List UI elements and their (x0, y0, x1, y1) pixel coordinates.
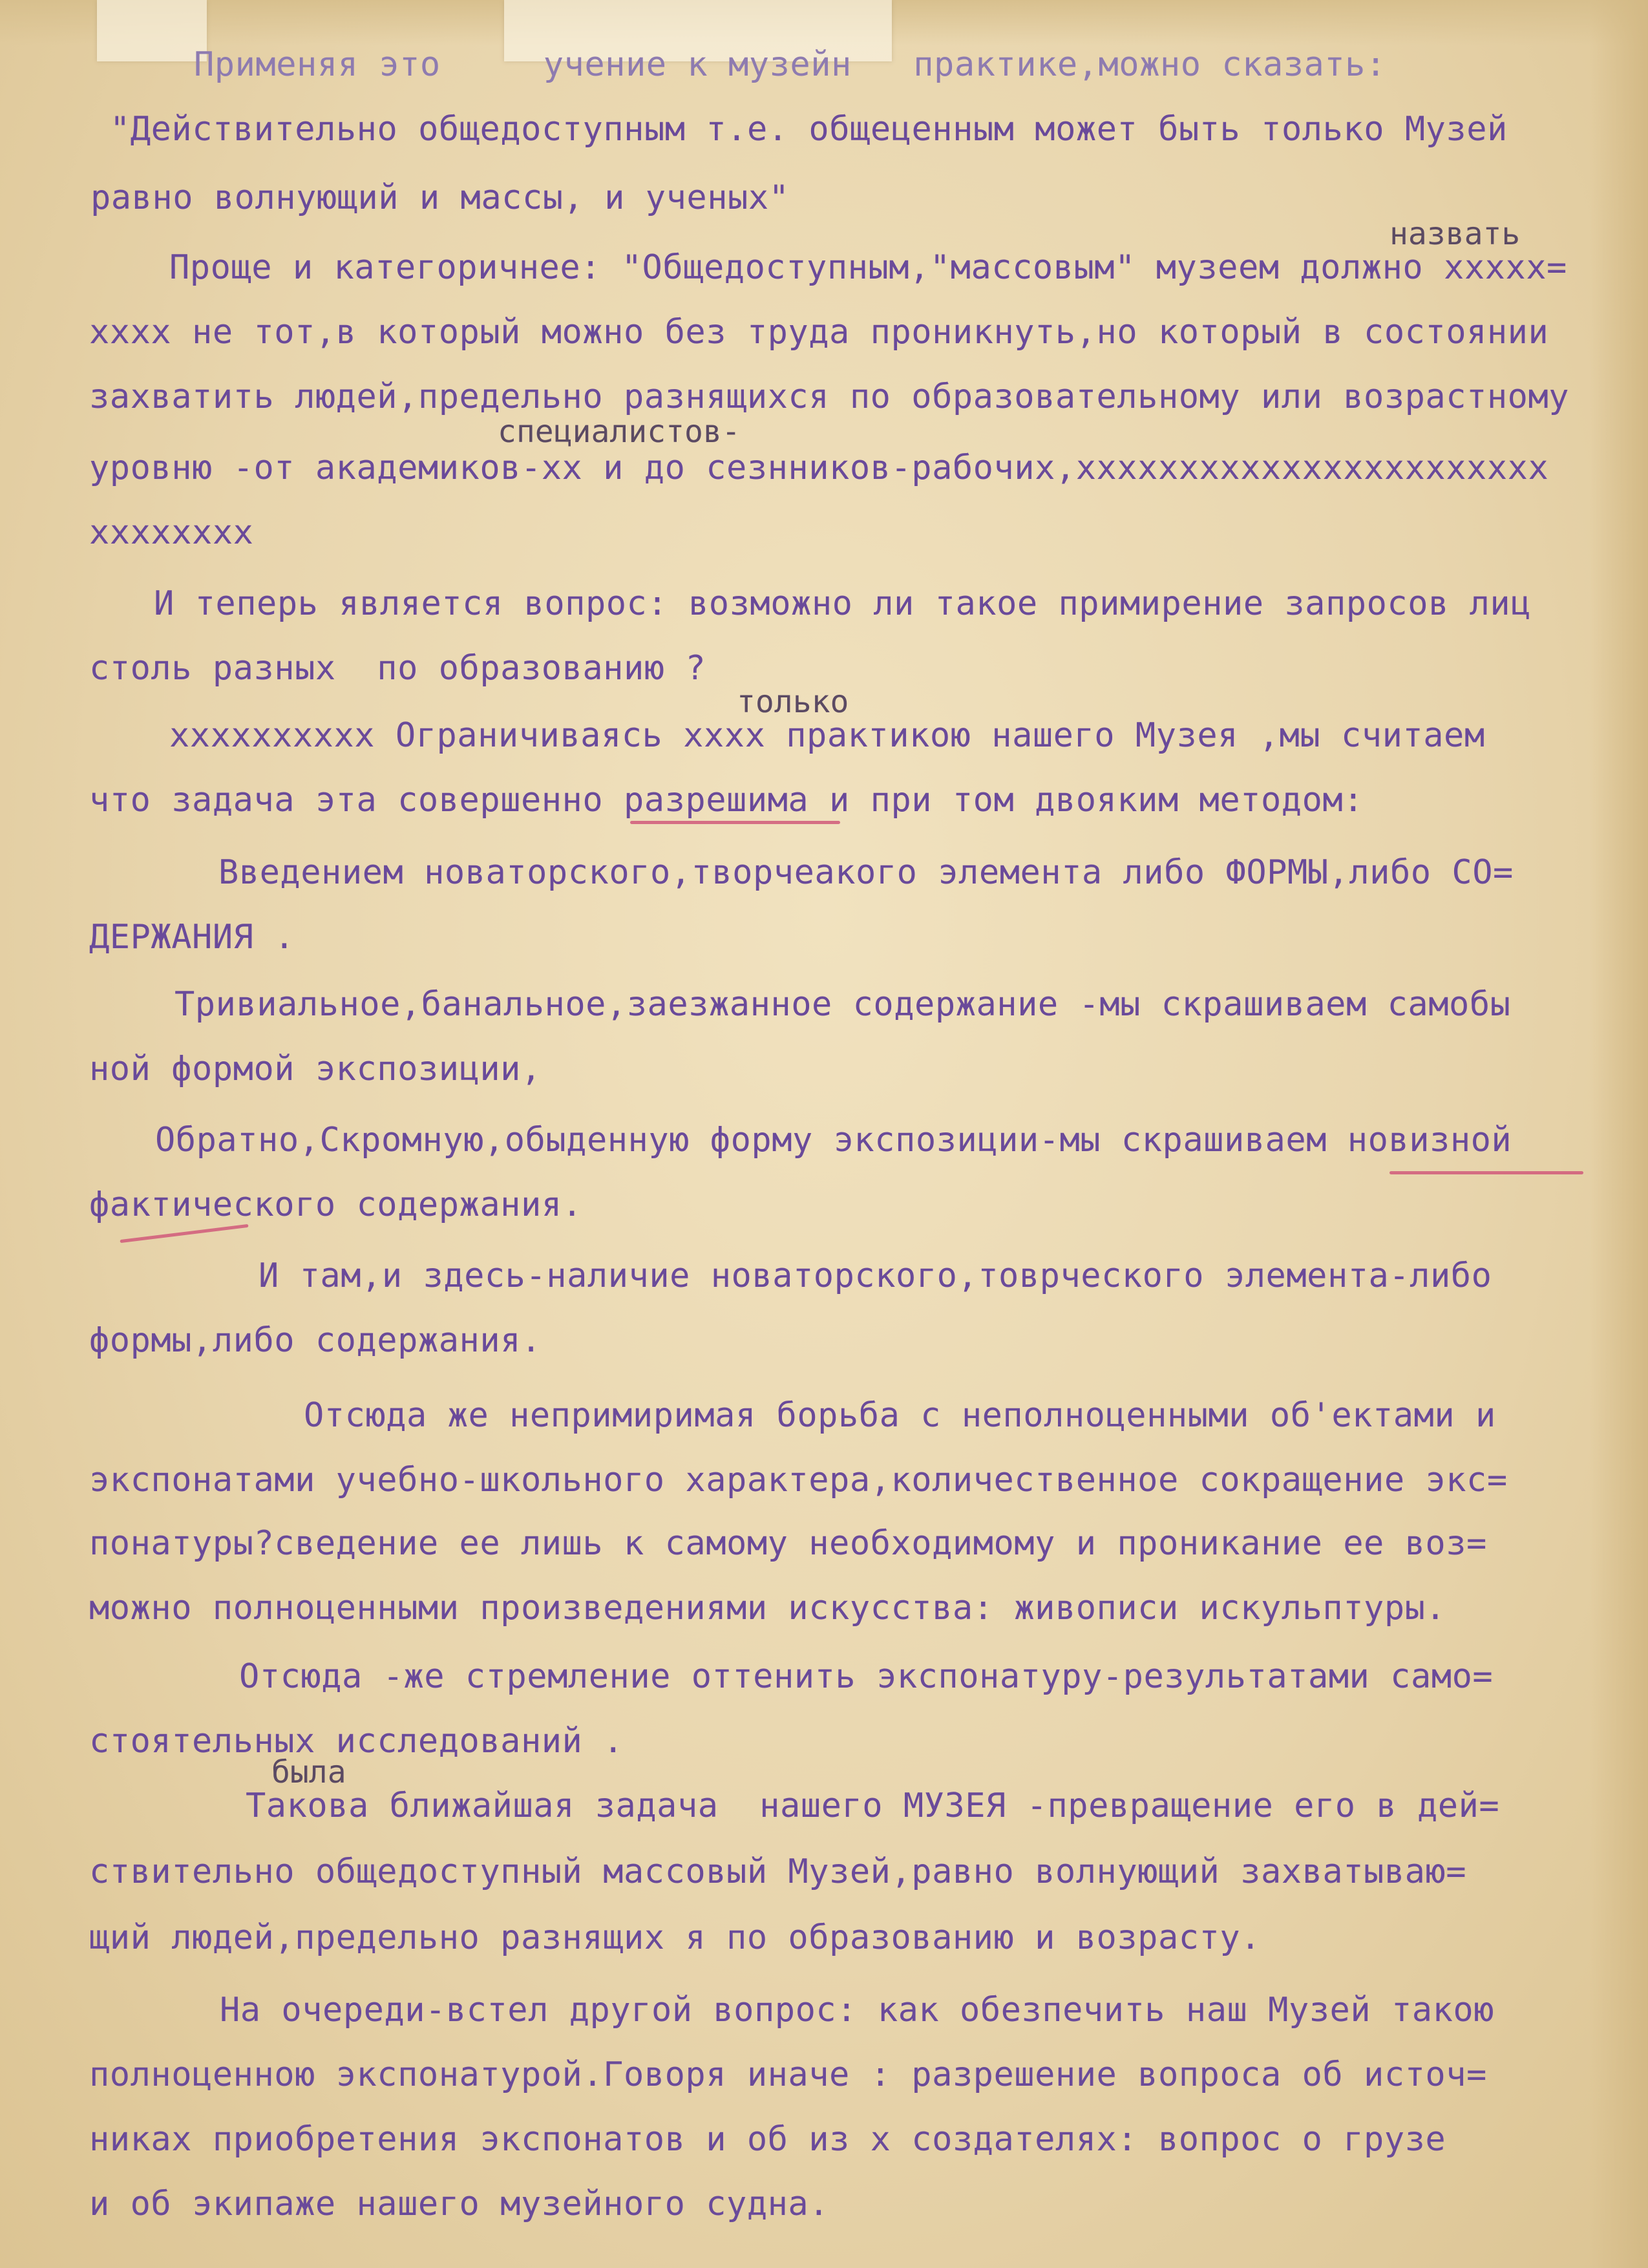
text-line: уровню -от академиков-xx и до сезнников-рабочих,xxxxxxxxxxxxxxxxxxxxxxx (89, 449, 1549, 487)
red-underline (630, 821, 840, 824)
text-line: захватить людей,предельно разнящихся по образовательному или возрастному (89, 377, 1570, 416)
text-line: полноценною экспонатурой.Говоря иначе : разрешение вопроса об источ= (89, 2055, 1487, 2094)
tape-strip (97, 0, 207, 61)
text-line: стоятельных исследований . (89, 1722, 624, 1761)
text-line: Введением новаторского,творчеакого элемента либо ФОРМЫ,либо СО= (218, 853, 1514, 892)
text-line: Такова ближайшая задача нашего МУЗЕЯ -превращение его в дей= (246, 1786, 1500, 1825)
text-line: и об экипаже нашего музейного судна. (89, 2185, 830, 2223)
handwritten-insertion: была (271, 1754, 346, 1790)
handwritten-insertion: специалистов- (498, 414, 741, 450)
text-line: Обратно,Скромную,обыденную форму экспозиции-мы скрашиваем новизной (155, 1121, 1512, 1160)
text-line: щий людей,предельно разнящих я по образованию и возрасту. (89, 1918, 1261, 1957)
text-line: ствительно общедоступный массовый Музей,равно волнующий захватываю= (89, 1852, 1467, 1891)
text-line: Отсюда -же стремление оттенить экспонатуру-результатами само= (239, 1657, 1494, 1696)
text-line: Тривиальное,банальное,заезжанное содержание -мы скрашиваем самобы (174, 985, 1511, 1024)
text-line: равно волнующий и массы, и ученых" (90, 178, 790, 217)
text-line: xxxxxxxxxx Ограничиваясь xxxx практикою нашего Музея ,мы считаем (169, 716, 1485, 755)
text-line: фактического содержания. (89, 1185, 583, 1224)
handwritten-insertion: назвать (1389, 216, 1521, 252)
text-line: экспонатами учебно-школьного характера,количественное сокращение экс= (89, 1461, 1508, 1500)
paper-aged-edge-right (1590, 0, 1648, 2268)
text-line: На очереди-встел другой вопрос: как обезпечить наш Музей такою (220, 1991, 1495, 2030)
text-line: ной формой экспозиции, (89, 1050, 542, 1088)
text-line: "Действительно общедоступным т.е. общеценным может быть только Музей (110, 110, 1508, 149)
text-line: Отсюда же непримиримая борьба с неполноценными об'ектами и (304, 1396, 1496, 1435)
text-line: xxxx не тот,в который можно без труда проникнуть,но который в состоянии (89, 313, 1549, 352)
text-line: Проще и категоричнее: "Общедоступным,"массовым" музеем должно xxxxx= (169, 248, 1567, 287)
text-line: никах приобретения экспонатов и об из х создателях: вопрос о грузе (89, 2120, 1446, 2159)
text-line: И там,и здесь-наличие новаторского,товрческого элемента-либо (259, 1256, 1492, 1295)
text-line: столь разных по образованию ? (89, 649, 706, 688)
text-line: можно полноценными произведениями искусства: живописи искульптуры. (89, 1589, 1446, 1627)
text-line: И теперь является вопрос: возможно ли такое примирение запросов лиц (154, 584, 1532, 623)
text-line: Применяя это учение к музейн практике,можно сказать: (194, 45, 1386, 84)
text-line: формы,либо содержания. (89, 1321, 542, 1360)
red-underline (1389, 1171, 1583, 1174)
text-line: понатуры?сведение ее лишь к самому необходимому и проникание ее воз= (89, 1524, 1487, 1563)
text-line: xxxxxxxx (89, 513, 254, 552)
text-line: ДЕРЖАНИЯ . (89, 918, 295, 957)
text-line: что задача эта совершенно разрешима и при том двояким методом: (89, 781, 1364, 820)
handwritten-insertion: только (737, 684, 849, 720)
